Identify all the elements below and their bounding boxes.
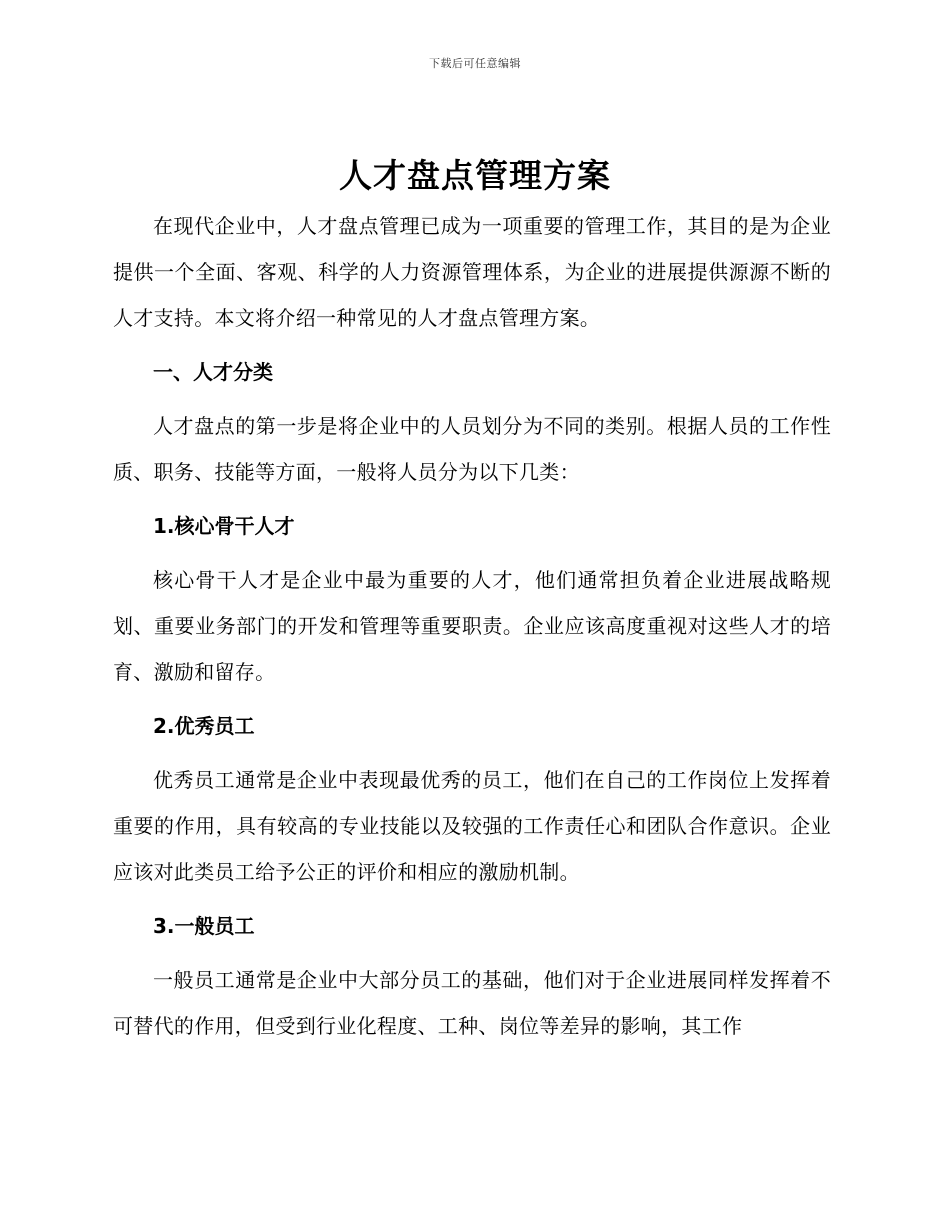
classification-paragraph: 人才盘点的第一步是将企业中的人员划分为不同的类别。根据人员的工作性质、职务、技能等方面，一般将人员分为以下几类： (113, 414, 831, 484)
intro-paragraph: 在现代企业中，人才盘点管理已成为一项重要的管理工作，其目的是为企业提供一个全面、客观、科学的人力资源管理体系，为企业的进展提供源源不断的人才支持。本文将介绍一种常见的人才盘点管理方案。 (113, 214, 831, 330)
header-note: 下载后可任意编辑 (429, 57, 521, 70)
document-body (113, 203, 831, 1057)
document-title: 人才盘点管理方案 (339, 156, 611, 195)
section-heading-talent-classification: 一、人才分类 (153, 360, 273, 384)
general-staff-paragraph: 一般员工通常是企业中大部分员工的基础，他们对于企业进展同样发挥着不可替代的作用，但受到行业化程度、工种、岗位等差异的影响，其工作 (113, 968, 831, 1038)
core-talent-paragraph: 核心骨干人才是企业中最为重要的人才，他们通常担负着企业进展战略规划、重要业务部门的开发和管理等重要职责。企业应该高度重视对这些人才的培育、激励和留存。 (113, 568, 831, 684)
excellent-staff-paragraph: 优秀员工通常是企业中表现最优秀的员工，他们在自己的工作岗位上发挥着重要的作用，具有较高的专业技能以及较强的工作责任心和团队合作意识。企业应该对此类员工给予公正的评价和相应的激励机制。 (113, 768, 831, 884)
subheading-core-talent: 1.核心骨干人才 (153, 514, 295, 538)
subheading-excellent-staff: 2.优秀员工 (153, 714, 255, 738)
subheading-general-staff: 3.一般员工 (153, 914, 255, 938)
